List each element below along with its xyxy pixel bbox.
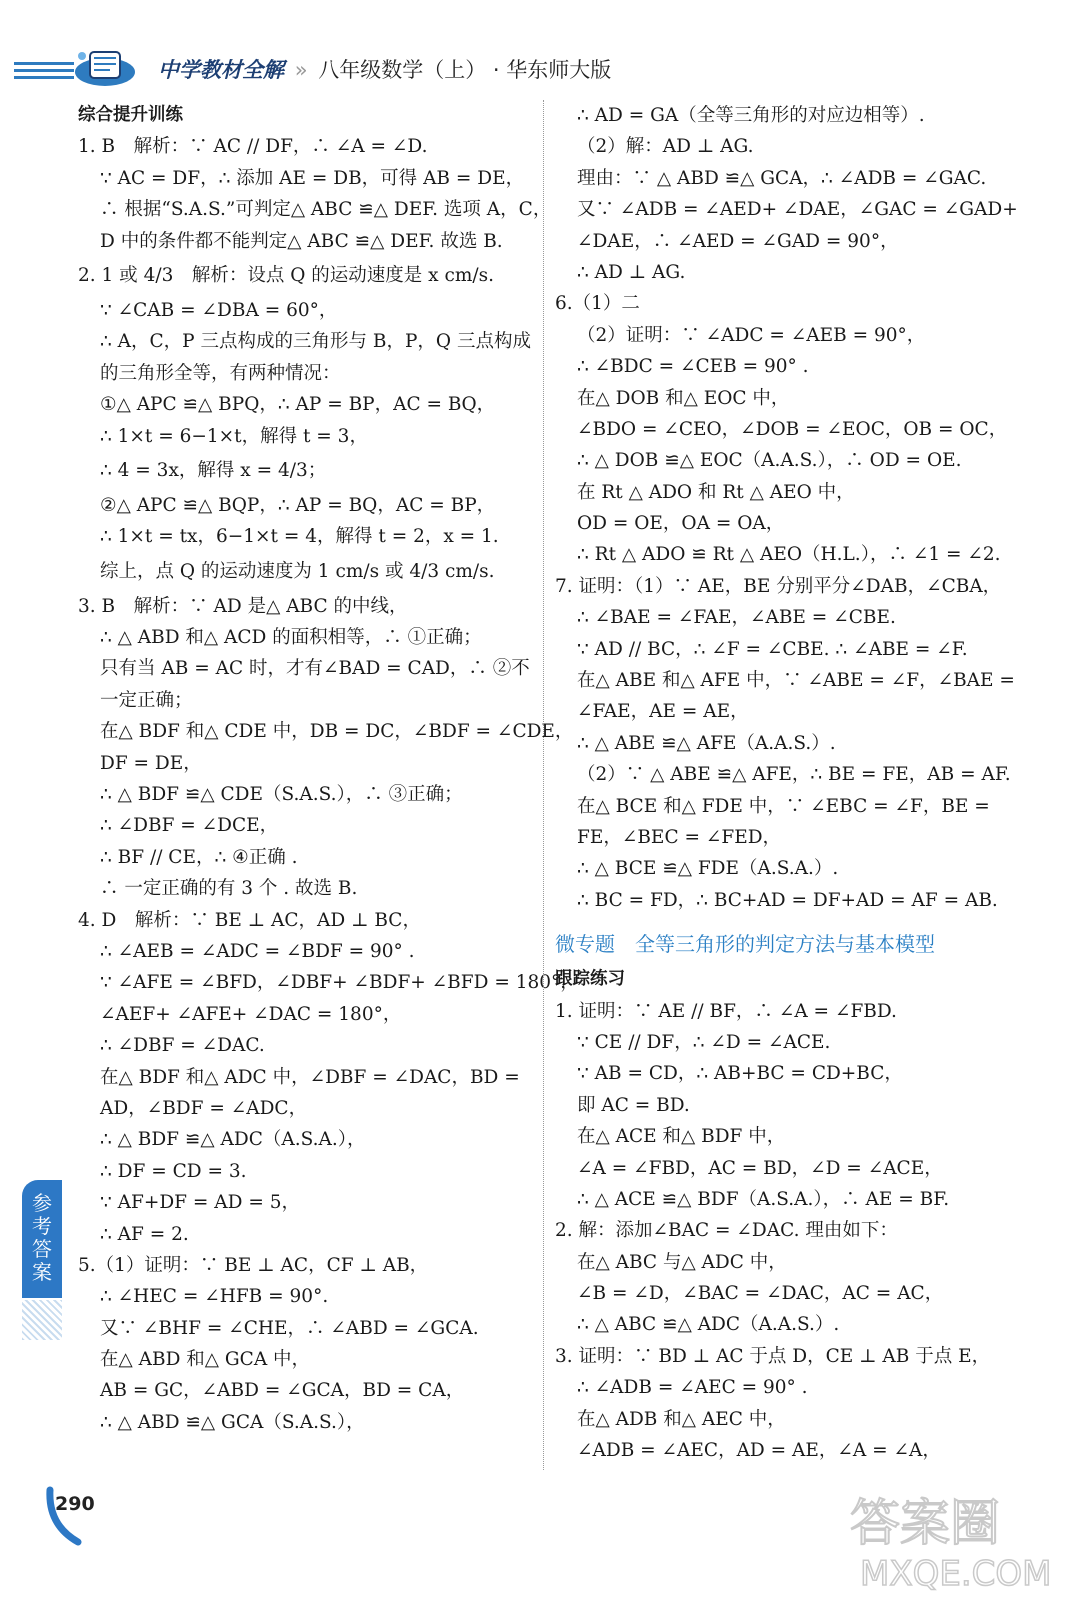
answer-line: 3. B 解析：∵ AD 是△ ABC 的中线， (78, 595, 408, 617)
answer-line: ∴ 4 = 3x，解得 x = 4/3； (100, 459, 327, 481)
watermark-logo (840, 1480, 1070, 1595)
answer-line: 在△ ACE 和△ BDF 中， (577, 1126, 786, 1148)
answer-line: 在△ BDF 和△ CDE 中，DB = DC，∠BDF = ∠CDE， (100, 721, 574, 743)
book-logo-icon (70, 42, 140, 90)
answer-line: ∴ △ BDF ≌△ ADC（A.S.A.）， (100, 1129, 366, 1151)
answer-line: 2. 1 或 4/3 解析：设点 Q 的运动速度是 x cm/s. (78, 264, 494, 286)
answer-line: 的三角形全等，有两种情况： (100, 362, 341, 384)
answer-line: 5.（1）证明：∵ BE ⊥ AC，CF ⊥ AB， (78, 1254, 429, 1276)
answer-line: ∴ AD = GA（全等三角形的对应边相等）. (577, 105, 925, 126)
answer-line: ∴ DF = CD = 3. (100, 1160, 247, 1182)
answer-line: ∴ BF // CE，∴ ④正确 . (100, 846, 298, 868)
answer-line: 在 Rt △ ADO 和 Rt △ AEO 中， (577, 481, 855, 503)
answer-line: FE，∠BEC = ∠FED， (577, 826, 782, 848)
answer-line: ∴ Rt △ ADO ≌ Rt △ AEO（H.L.），∴ ∠1 = ∠2. (577, 544, 1001, 566)
answer-line: ∠B = ∠D，∠BAC = ∠DAC，AC = AC， (577, 1283, 944, 1305)
right-column (555, 100, 1018, 1466)
answer-line: ∠BDO = ∠CEO，∠DOB = ∠EOC，OB = OC， (577, 418, 1008, 440)
answer-line: ∵ AB = CD，∴ AB+BC = CD+BC， (577, 1063, 903, 1085)
answer-line: ∴ ∠AEB = ∠ADC = ∠BDF = 90° . (100, 940, 415, 962)
answer-line: ∴ 1×t = 6−1×t，解得 t = 3， (100, 425, 368, 447)
answer-line: 1. 证明：∵ AE // BF，∴ ∠A = ∠FBD. (555, 1000, 897, 1022)
answer-line: 1. B 解析：∵ AC // DF，∴ ∠A = ∠D. (78, 136, 428, 158)
answer-line: 6.（1）二 (555, 293, 640, 315)
answer-line: 7. 证明：（1）∵ AE，BE 分别平分∠DAB，∠CBA， (555, 575, 1002, 597)
column-divider (543, 100, 544, 1470)
answer-line: ∵ ∠CAB = ∠DBA = 60°， (100, 299, 338, 321)
answer-line: ∴ △ DOB ≌△ EOC（A.A.S.），∴ OD = OE. (577, 450, 962, 472)
page-number: 290 (55, 1493, 95, 1515)
answer-line: 在△ ADB 和△ AEC 中， (577, 1408, 786, 1430)
side-tab-pattern (22, 1300, 62, 1340)
header-stripes (14, 62, 74, 83)
answer-line: 一定正确； (100, 689, 193, 711)
answer-line: ∴ BC = FD，∴ BC+AD = DF+AD = AF = AB. (577, 889, 998, 911)
answer-line: ∠ADB = ∠AEC，AD = AE，∠A = ∠A， (577, 1440, 941, 1462)
answer-line: 又∵ ∠ADB = ∠AED+ ∠DAE，∠GAC = ∠GAD+ (577, 199, 1018, 221)
answer-line: AD，∠BDF = ∠ADC， (100, 1097, 308, 1119)
answer-line: AB = GC，∠ABD = ∠GCA，BD = CA， (100, 1380, 465, 1402)
answer-line: 综上，点 Q 的运动速度为 1 cm/s 或 4/3 cm/s. (100, 560, 495, 582)
section-heading: 跟踪练习 (555, 969, 625, 990)
answer-line: DF = DE， (100, 752, 202, 774)
answer-line: ∵ AC = DF，∴ 添加 AE = DB，可得 AB = DE， (100, 167, 525, 189)
section-heading: 综合提升训练 (78, 105, 183, 125)
side-tab-label: 参考答案 (32, 1191, 52, 1284)
answer-line: 在△ BCE 和△ FDE 中，∵ ∠EBC = ∠F，BE = (577, 795, 990, 817)
answer-line: 理由：∵ △ ABD ≌△ GCA，∴ ∠ADB = ∠GAC. (577, 167, 987, 189)
answer-line: ∠A = ∠FBD，AC = BD，∠D = ∠ACE， (577, 1157, 943, 1179)
answer-line: ∴ 根据“S.A.S.”可判定△ ABC ≌△ DEF. 选项 A，C， (100, 199, 552, 221)
answer-line: ∴ △ BCE ≌△ FDE（A.S.A.）. (577, 858, 839, 880)
answer-line: ∴ △ ABC ≌△ ADC（A.A.S.）. (577, 1314, 840, 1336)
answer-line: ∴ △ ABD ≌△ GCA（S.A.S.）， (100, 1411, 365, 1433)
answer-line: （2）∵ △ ABE ≌△ AFE，∴ BE = FE，AB = AF. (577, 764, 1011, 786)
answer-line: 在△ DOB 和△ EOC 中， (577, 387, 790, 409)
answer-line: 在△ ABD 和△ GCA 中， (100, 1349, 311, 1371)
answer-line: D 中的条件都不能判定△ ABC ≌△ DEF. 故选 B. (100, 230, 503, 252)
answer-line: ∴ △ BDF ≌△ CDE（S.A.S.），∴ ③正确； (100, 784, 463, 806)
header-brand: 中学教材全解 (158, 58, 284, 82)
header-title: 中学教材全解 » 八年级数学（上） · 华东师大版 (158, 58, 612, 82)
answer-line: ∵ CE // DF，∴ ∠D = ∠ACE. (577, 1031, 831, 1053)
answer-section-tab (22, 1180, 62, 1298)
svg-text:答案圈: 答案圈 (850, 1494, 1000, 1552)
answer-line: ∴ AF = 2. (100, 1223, 189, 1245)
page-header (0, 0, 1089, 100)
answer-line: 3. 证明：∵ BD ⊥ AC 于点 D，CE ⊥ AB 于点 E， (555, 1345, 991, 1367)
answer-line: ∴ △ ACE ≌△ BDF（A.S.A.），∴ AE = BF. (577, 1188, 950, 1210)
answer-line: ②△ APC ≌△ BQP，∴ AP = BQ，AC = BP， (100, 494, 496, 516)
answer-line: ∵ AD // BC，∴ ∠F = ∠CBE. ∴ ∠ABE = ∠F. (577, 638, 968, 660)
svg-text:MXQE.COM: MXQE.COM (860, 1554, 1052, 1594)
answer-line: ∴ ∠ADB = ∠AEC = 90° . (577, 1377, 808, 1399)
answer-line: ∵ AF+DF = AD = 5， (100, 1192, 301, 1214)
answer-line: 在△ BDF 和△ ADC 中，∠DBF = ∠DAC，BD = (100, 1066, 520, 1088)
answer-line: ∴ ∠DBF = ∠DAC. (100, 1035, 265, 1057)
answer-line: 4. D 解析：∵ BE ⊥ AC，AD ⊥ BC， (78, 909, 421, 931)
answer-line: ∴ 一定正确的有 3 个 . 故选 B. (100, 878, 358, 900)
left-column (78, 100, 579, 1438)
header-separator: · (492, 58, 500, 82)
answer-line: ∵ ∠AFE = ∠BFD，∠DBF+ ∠BDF+ ∠BFD = 180°， (100, 972, 579, 994)
answer-line: 只有当 AB = AC 时，才有∠BAD = CAD，∴ ②不 (100, 658, 530, 680)
answer-line: ∴ △ ABD 和△ ACD 的面积相等，∴ ①正确； (100, 627, 482, 649)
answer-line: ∴ ∠DBF = ∠DCE， (100, 815, 279, 837)
answer-line: ∠DAE，∴ ∠AED = ∠GAD = 90°， (577, 230, 899, 252)
header-book: 八年级数学（上） (318, 58, 487, 82)
answer-line: ∴ ∠HEC = ∠HFB = 90°. (100, 1286, 329, 1308)
answer-line: ∠AEF+ ∠AFE+ ∠DAC = 180°， (100, 1003, 402, 1025)
answer-line: ∴ AD ⊥ AG. (577, 261, 686, 283)
header-edition: 华东师大版 (506, 58, 612, 82)
answer-line: ∴ A，C，P 三点构成的三角形与 B，P，Q 三点构成 (100, 331, 531, 353)
answer-line: ∠FAE，AE = AE， (577, 701, 749, 723)
answer-line: 在△ ABE 和△ AFE 中，∵ ∠ABE = ∠F，∠BAE = (577, 670, 1015, 692)
topic-heading: 微专题 全等三角形的判定方法与基本模型 (555, 932, 935, 957)
answer-line: ∴ 1×t = tx，6−1×t = 4，解得 t = 2，x = 1. (100, 526, 499, 548)
answer-line: OD = OE，OA = OA， (577, 513, 785, 535)
answer-line: ∴ ∠BAE = ∠FAE，∠ABE = ∠CBE. (577, 607, 896, 629)
answer-line: （2）证明：∵ ∠ADC = ∠AEB = 90°， (577, 324, 926, 346)
answer-line: 2. 解：添加∠BAC = ∠DAC. 理由如下： (555, 1220, 898, 1242)
answer-line: （2）解：AD ⊥ AG. (577, 136, 754, 158)
answer-line: ∴ ∠BDC = ∠CEB = 90° . (577, 356, 809, 378)
answer-line: 又∵ ∠BHF = ∠CHE，∴ ∠ABD = ∠GCA. (100, 1317, 479, 1339)
answer-line: ①△ APC ≌△ BPQ，∴ AP = BP，AC = BQ， (100, 394, 496, 416)
answer-line: ∴ △ ABE ≌△ AFE（A.A.S.）. (577, 732, 836, 754)
answer-line: 即 AC = BD. (577, 1094, 690, 1116)
answer-line: 在△ ABC 与△ ADC 中， (577, 1251, 787, 1273)
